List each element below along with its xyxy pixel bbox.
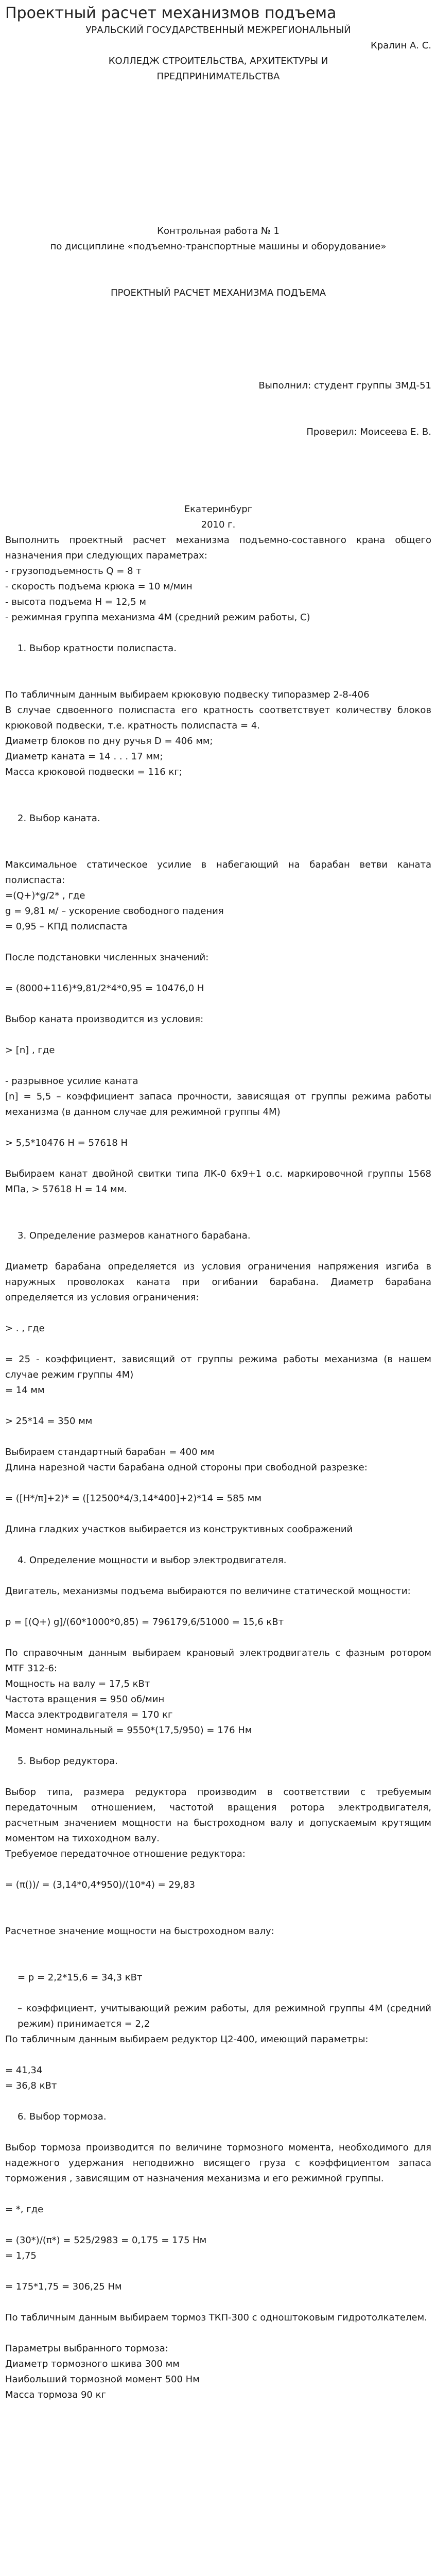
formula: = ([H*/π]+2)* = ([12500*4/3,14*400]+2)*14 = 585 мм (5, 1493, 261, 1504)
formula: = *, где (5, 2204, 44, 2215)
page-title: Проектный расчет механизмов подъема (5, 4, 337, 22)
formula: = 175*1,75 = 306,25 Нм (5, 2281, 122, 2292)
checked-by: Проверил: Моисеева Е. В. (306, 427, 431, 437)
param-mode: - режимная группа механизма 4М (средний режим работы, С) (5, 612, 310, 623)
paragraph: Длина нарезной части барабана одной стороны при свободной разрезке: (5, 1462, 368, 1473)
paragraph: [n] = 5,5 – коэффициент запаса прочности, зависящая от группы режима работы механизма (в данном случае для режимной группы 4М) (5, 1091, 431, 1117)
formula: = p = 2,2*15,6 = 34,3 кВт (18, 1972, 143, 1983)
formula: = 41,34 (5, 2065, 43, 2076)
formula: > 25*14 = 350 мм (5, 1416, 93, 1427)
paragraph: По справочным данным выбираем крановый электродвигатель с фазным ротором МТF 312-6: (5, 1648, 431, 1674)
section-heading: 3. Определение размеров канатного барабана. (18, 1230, 251, 1241)
paragraph: Требуемое передаточное отношение редуктора: (5, 1849, 246, 1859)
param-capacity: - грузоподъемность Q = 8 т (5, 566, 142, 577)
performed-by: Выполнил: студент группы ЗМД-51 (258, 380, 431, 391)
document-page (5, 0, 431, 2403)
college-name: КОЛЛЕДЖ СТРОИТЕЛЬСТВА, АРХИТЕКТУРЫ И (108, 56, 328, 66)
paragraph: Масса тормоза 90 кг (5, 2389, 106, 2400)
paragraph: Параметры выбранного тормоза: (5, 2343, 168, 2354)
paragraph: По табличным данным выбираем редуктор Ц2-400, имеющий параметры: (5, 2034, 369, 2045)
paragraph: – коэффициент, учитывающий режим работы, для режимной группы 4М (средний режим) принимается = 2,2 (18, 2003, 431, 2029)
formula: > 5,5*10476 Н = 57618 Н (5, 1138, 128, 1148)
formula: = 1,75 (5, 2250, 37, 2261)
paragraph: - разрывное усилие каната (5, 1076, 138, 1087)
formula: p = [(Q+) g]/(60*1000*0,85) = 796179,6/51000 = 15,6 кВт (5, 1617, 284, 1628)
formula: > . , где (5, 1323, 45, 1334)
paragraph: В случае сдвоенного полиспаста его кратность соответствует количеству блоков крюковой подвески, т.е. кратность полиспаста = 4. (5, 705, 431, 731)
university-name: УРАЛЬСКИЙ ГОСУДАРСТВЕННЫЙ МЕЖРЕГИОНАЛЬНЫЙ (85, 25, 351, 36)
section-heading: 4. Определение мощности и выбор электродвигателя. (18, 1555, 287, 1566)
paragraph: Выбор каната производится из условия: (5, 1014, 204, 1025)
paragraph: Мощность на валу = 17,5 кВт (5, 1679, 150, 1689)
param-height: - высота подъема H = 12,5 м (5, 597, 146, 607)
section-heading: 1. Выбор кратности полиспаста. (18, 643, 177, 654)
paragraph: = 25 - коэффициент, зависящий от группы режима работы механизма (в нашем случае режим группы 4М) (5, 1354, 431, 1380)
section-heading: 2. Выбор каната. (18, 813, 100, 824)
paragraph: Максимальное статическое усилие в набегающий на барабан ветви каната полиспаста: (5, 859, 431, 886)
formula: = (30*)/(π*) = 525/2983 = 0,175 = 175 Нм (5, 2235, 207, 2246)
college-name-line2: ПРЕДПРИНИМАТЕЛЬСТВА (156, 71, 280, 82)
section-heading: 6. Выбор тормоза. (18, 2111, 107, 2122)
paragraph: По табличным данным выбираем крюковую подвеску типоразмер 2-8-406 (5, 689, 370, 700)
paragraph: = 14 мм (5, 1385, 45, 1396)
paragraph: Частота вращения = 950 об/мин (5, 1694, 165, 1705)
formula: = (8000+116)*9,81/2*4*0,95 = 10476,0 Н (5, 983, 204, 994)
city: Екатеринбург (184, 504, 253, 515)
paragraph: Масса крюковой подвески = 116 кг; (5, 767, 182, 777)
paragraph: Выбор типа, размера редуктора производим в соответствии с требуемым передаточным отношением, частотой вращения ротора электродвигателя, расчетным значением мощности на быстроходном валу и допускаемым крутящим моментом на тихоходном валу. (5, 1787, 431, 1844)
paragraph: Выбираем канат двойной свитки типа ЛК-0 6х9+1 о.с. маркировочной группы 1568 МПа, > 57618 Н = 14 мм. (5, 1168, 431, 1195)
paragraph: Наибольший тормозной момент 500 Нм (5, 2374, 200, 2385)
paragraph: Масса электродвигателя = 170 кг (5, 1709, 173, 1720)
paragraph: Выбор тормоза производится по величине тормозного момента, необходимого для надежного удержания неподвижно висящего груза с коэффициентом запаса торможения , зависящим от назначения механизма и его режимной группы. (5, 2142, 431, 2184)
paragraph: Диаметр блоков по дну ручья D = 406 мм; (5, 736, 213, 747)
topic-title: ПРОЕКТНЫЙ РАСЧЕТ МЕХАНИЗМА ПОДЪЕМА (110, 287, 326, 298)
paragraph: По табличным данным выбираем тормоз ТКП-300 с одноштоковым гидротолкателем. (5, 2312, 427, 2323)
year: 2010 г. (201, 519, 236, 530)
paragraph: Диаметр каната = 14 . . . 17 мм; (5, 751, 163, 762)
formula: = 36,8 кВт (5, 2080, 57, 2091)
formula: > [n] , где (5, 1045, 55, 1056)
formula: =(Q+)*g/2* , где (5, 890, 85, 901)
discipline: по дисциплине «подъемно-транспортные машины и оборудование» (50, 241, 387, 252)
paragraph: Расчетное значение мощности на быстроходном валу: (5, 1926, 274, 1937)
param-speed: - скорость подъема крюка = 10 м/мин (5, 581, 193, 592)
paragraph: Двигатель, механизмы подъема выбираются по величине статической мощности: (5, 1586, 411, 1597)
paragraph: Выбираем стандартный барабан = 400 мм (5, 1447, 215, 1458)
paragraph: Длина гладких участков выбирается из конструктивных соображений (5, 1524, 353, 1535)
section-heading: 5. Выбор редуктора. (18, 1756, 118, 1767)
paragraph: Диаметр тормозного шкива 300 мм (5, 2359, 180, 2369)
paragraph: После подстановки численных значений: (5, 952, 209, 963)
formula: = (π())/ = (3,14*0,4*950)/(10*4) = 29,83 (5, 1879, 195, 1890)
paragraph: Момент номинальный = 9550*(17,5/950) = 176 Нм (5, 1725, 252, 1736)
work-title: Контрольная работа № 1 (157, 226, 280, 236)
paragraph: = 0,95 – КПД полиспаста (5, 921, 128, 932)
author-name: Кралин А. С. (371, 40, 431, 51)
intro-paragraph: Выполнить проектный расчет механизма подъемно-составного крана общего назначения при следующих параметрах: (5, 535, 431, 561)
paragraph: g = 9,81 м/ – ускорение свободного падения (5, 906, 224, 917)
paragraph: Диаметр барабана определяется из условия ограничения напряжения изгиба в наружных проволоках каната при огибании барабана. Диаметр барабана определяется из условия ограничения: (5, 1261, 431, 1303)
